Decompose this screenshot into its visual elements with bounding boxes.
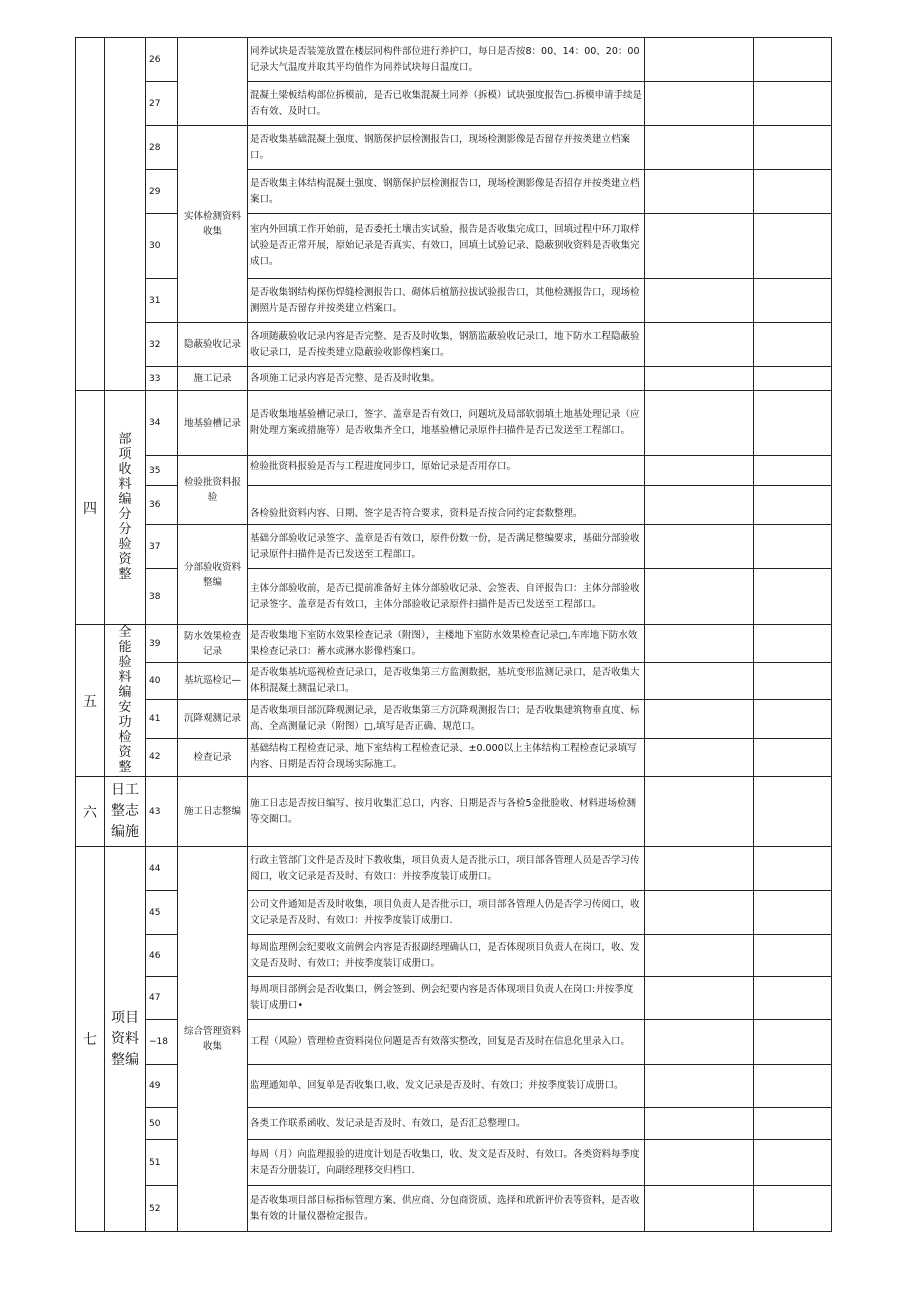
row-number: 51 [146, 1140, 178, 1186]
empty-cell [754, 456, 832, 486]
row-description: 行政主管部门文件是否及时下教收集，项目负责人是否批示口，项目部各管理人员是否学习传阅口，收文记录是否及时、有效口：并按季度装订成册口。 [248, 847, 645, 891]
empty-cell [754, 1108, 832, 1140]
empty-cell [645, 323, 754, 367]
row-description: 是否收集地基验槽记录口，签字、盖章是否有效口，问题坑及局部软弱填土地基处理记录（应附处理方案或措施等）是否收集齐全口，地基验槽记录原件扫描件是否已发送至工程部口。 [248, 391, 645, 456]
empty-cell [645, 367, 754, 391]
empty-cell [645, 1108, 754, 1140]
table-row [76, 38, 832, 82]
empty-cell [645, 1020, 754, 1065]
subcategory-cell: 检查记录 [178, 738, 248, 776]
row-description: 是否收集地下室防水效果检查记录（附图），主楼地下室防水效果检查记录□,车库地下防水效果检查记录口：蓄水或淋水影像档案口。 [248, 625, 645, 663]
row-description: 基础分部验收记录签字、盖章是否有效口，原件份数一份，是否满足整编要求，基础分部验收记录原件扫描件是否已发送至工程部口。 [248, 525, 645, 569]
category-cell [105, 777, 146, 847]
category-label: 日工整志编施 [111, 782, 139, 840]
row-description: 是否收集基坑巡视检查记录口，是否收集第三方监测数据，基坑变形监测记录口，是否收集大体积混凝土测温记录口。 [248, 663, 645, 700]
table-row [76, 777, 832, 847]
table-row [76, 847, 832, 891]
category-label: 全能验料编安功检资整 [118, 625, 132, 775]
empty-cell [754, 977, 832, 1020]
empty-cell [754, 891, 832, 935]
empty-cell [645, 891, 754, 935]
table-row [76, 367, 832, 391]
table-row [76, 456, 832, 486]
empty-cell [754, 847, 832, 891]
table-row [76, 738, 832, 776]
row-description: 各项施工记录内容是否完整、是否及时收集。 [248, 367, 645, 391]
row-description: 基础结构工程检查记录、地下室结构工程检查记录、±0.000以上主体结构工程检查记录填写内容、日期是否符合现场实际施工。 [248, 738, 645, 776]
empty-cell [754, 82, 832, 126]
subcategory-cell: 隐蔽验收记录 [178, 323, 248, 367]
empty-cell [754, 170, 832, 214]
empty-cell [645, 1140, 754, 1186]
section-number-cell: 七 [76, 847, 105, 1232]
row-number: 38 [146, 569, 178, 625]
row-number: 50 [146, 1108, 178, 1140]
empty-cell [645, 625, 754, 663]
empty-cell [645, 1186, 754, 1232]
section-number-cell: 五 [76, 625, 105, 777]
category-cell [105, 625, 146, 777]
empty-cell [754, 738, 832, 776]
empty-cell [754, 935, 832, 977]
empty-cell [754, 391, 832, 456]
row-description: 混凝土梁板结构部位拆模前，是否已收集混凝土同养（拆模）试块强度报告□.拆模申请手续是否有效、及时口。 [248, 82, 645, 126]
table-row [76, 391, 832, 456]
empty-cell [754, 323, 832, 367]
empty-cell [754, 1186, 832, 1232]
empty-cell [754, 625, 832, 663]
subcategory-cell: 综合管理资料收集 [178, 847, 248, 1232]
table-row [76, 699, 832, 738]
subcategory-cell: 施工日志整编 [178, 777, 248, 847]
row-description: 同养试块是否装笼放置在楼层同构件部位进行养护口，每日是否按8：00、14：00、20：00记录大气温度并取其平均值作为同养试块每日温度口。 [248, 38, 645, 82]
row-number: 47 [146, 977, 178, 1020]
empty-cell [645, 977, 754, 1020]
row-description: 是否收集基础混凝土强度、钢筋保护层检测报告口，现场检测影像是否留存并按类建立档案口。 [248, 126, 645, 170]
row-number: 43 [146, 777, 178, 847]
empty-cell [645, 38, 754, 82]
row-number: 46 [146, 935, 178, 977]
empty-cell [754, 38, 832, 82]
subcategory-cell: 地基验槽记录 [178, 391, 248, 456]
empty-cell [645, 738, 754, 776]
row-description: 工程（风险）管理检查资料岗位问题是否有效落实整改，回复是否及时在信息化里录入口。 [248, 1020, 645, 1065]
row-description: 是否收集项目部沉降观测记录，是否收集第三方沉降观测报告口；是否收集建筑物垂直度、标高、全高测量记录（附图）□,填写是否正确、规范口。 [248, 699, 645, 738]
empty-cell [645, 569, 754, 625]
row-number: 28 [146, 126, 178, 170]
empty-cell [645, 525, 754, 569]
empty-cell [754, 279, 832, 323]
empty-cell [754, 367, 832, 391]
table-row [76, 625, 832, 663]
category-cell [105, 391, 146, 625]
section-number-cell [76, 38, 105, 391]
empty-cell [645, 699, 754, 738]
row-number: 49 [146, 1065, 178, 1108]
empty-cell [754, 486, 832, 525]
subcategory-cell: 实体检测资料收集 [178, 126, 248, 323]
row-description: 是否收集钢结构探伤焊缝检测报告口、砌体后植筋拉拔试验报告口，其他检测报告口，现场检测照片是否留存并按类建立档案口。 [248, 279, 645, 323]
table-row [76, 525, 832, 569]
empty-cell [645, 935, 754, 977]
empty-cell [754, 1140, 832, 1186]
empty-cell [645, 214, 754, 279]
row-number: 27 [146, 82, 178, 126]
row-description: 是否收集项目部目标指标管理方案、供应商、分包商资质、选择和玳新评价表等资料，是否收集有效的计量仪器检定报告。 [248, 1186, 645, 1232]
row-number: 42 [146, 738, 178, 776]
section-number-cell: 四 [76, 391, 105, 625]
table-row [76, 663, 832, 700]
empty-cell [754, 699, 832, 738]
empty-cell [645, 1065, 754, 1108]
row-number: 44 [146, 847, 178, 891]
section-number-cell: 六 [76, 777, 105, 847]
row-description: 是否收集主体结构混凝土强度、钢筋保护层检测报告口，现场检测影像是否招存并按类建立档案口。 [248, 170, 645, 214]
category-label: 部项收料编分分验资整 [118, 432, 132, 582]
empty-cell [645, 279, 754, 323]
row-number: 40 [146, 663, 178, 700]
row-number: 26 [146, 38, 178, 82]
subcategory-cell: 沉降观测记录 [178, 699, 248, 738]
row-number: 41 [146, 699, 178, 738]
row-number: 39 [146, 625, 178, 663]
row-number: 36 [146, 486, 178, 525]
subcategory-cell: 基坑巡检记— [178, 663, 248, 700]
empty-cell [645, 847, 754, 891]
row-number: 52 [146, 1186, 178, 1232]
empty-cell [754, 1020, 832, 1065]
row-number: 37 [146, 525, 178, 569]
empty-cell [645, 391, 754, 456]
row-description: 室内外回填工作开始前，是否委托土壤击实试验，报告是否收集完成口，回填过程中环刀取样试验是否正常开展，原始记录是否真实、有效口，回填土试验记录、隐蔽狈收资料是否收集完成口。 [248, 214, 645, 279]
empty-cell [754, 663, 832, 700]
row-number: 32 [146, 323, 178, 367]
row-number: 31 [146, 279, 178, 323]
row-description: 主体分部验收前，是否已提前准备好主体分部验收记录、会签表、自评报告口：主体分部验收记录签字、盖章是否有效口，主体分部验收记录原件扫描件是否已发送至工程部口。 [248, 569, 645, 625]
empty-cell [754, 1065, 832, 1108]
row-description: 各项随蔽验收记录内容是否完整、是否及时收集，钢筋监蔽验收记录口，地下防水工程隐蔽验收记录口，是否按类建立隐蔽验收影像档案口。 [248, 323, 645, 367]
empty-cell [754, 525, 832, 569]
row-number: 29 [146, 170, 178, 214]
row-description: 检验批资料报验是否与工程进度同步口，原始记录是否用存口。 [248, 456, 645, 486]
subcategory-cell: 分部验收资料整编 [178, 525, 248, 625]
row-number: 45 [146, 891, 178, 935]
row-number: −18 [146, 1020, 178, 1065]
empty-cell [645, 663, 754, 700]
row-number: 34 [146, 391, 178, 456]
category-cell [105, 847, 146, 1232]
empty-cell [754, 569, 832, 625]
row-number: 33 [146, 367, 178, 391]
category-label: 项目资料整编 [111, 1009, 139, 1068]
row-description: 每周监理例会纪要收文前例会内容是否报副经理确认口，是否体现项目负责人在岗口，收、发文是否及时、有效口；并按季度装订成册口。 [248, 935, 645, 977]
empty-cell [645, 170, 754, 214]
subcategory-cell: 施工记录 [178, 367, 248, 391]
empty-cell [754, 126, 832, 170]
category-cell [105, 38, 146, 391]
row-description: 各类工作联系函收、发记录是否及时、有效口，是否汇总整理口。 [248, 1108, 645, 1140]
subcategory-cell [178, 38, 248, 126]
row-description: 公司文件通知是否及时收集，项目负责人是否批示口，项目部各管理人仍是否学习传阅口，收文记录是否及时、有效口：并按季度装订成册口. [248, 891, 645, 935]
table-row [76, 126, 832, 170]
row-number: 35 [146, 456, 178, 486]
empty-cell [645, 126, 754, 170]
row-description: 每周项目部例会是否收集口，例会签到、例会纪要内容是否体现项目负责人在岗口:并按季度装订成册口• [248, 977, 645, 1020]
empty-cell [645, 456, 754, 486]
empty-cell [645, 82, 754, 126]
empty-cell [754, 214, 832, 279]
subcategory-cell: 防水效果检查记录 [178, 625, 248, 663]
row-number: 30 [146, 214, 178, 279]
row-description: 监理通知单、回复单是否收集口,收、发文记录是否及时、有效口；并按季度装订成册口。 [248, 1065, 645, 1108]
table-row [76, 323, 832, 367]
row-description: 各检验批资料内容、日期、签字是否符合要求，资料是否按合同约定套数整理。 [248, 486, 645, 525]
subcategory-cell: 检验批资料报验 [178, 456, 248, 525]
row-description: 施工日志是否按日编写、按月收集汇总口，内容、日期是否与各检5金批脸收、材料进场检测等交圈口。 [248, 777, 645, 847]
inspection-table [75, 37, 832, 1232]
empty-cell [645, 777, 754, 847]
empty-cell [754, 777, 832, 847]
empty-cell [645, 486, 754, 525]
row-description: 每周（月）向监理报验的进度计划是否收集口，收、发文是否及时、有效口。各类资料每季度末是否分册装订，向副经理移交归档口. [248, 1140, 645, 1186]
